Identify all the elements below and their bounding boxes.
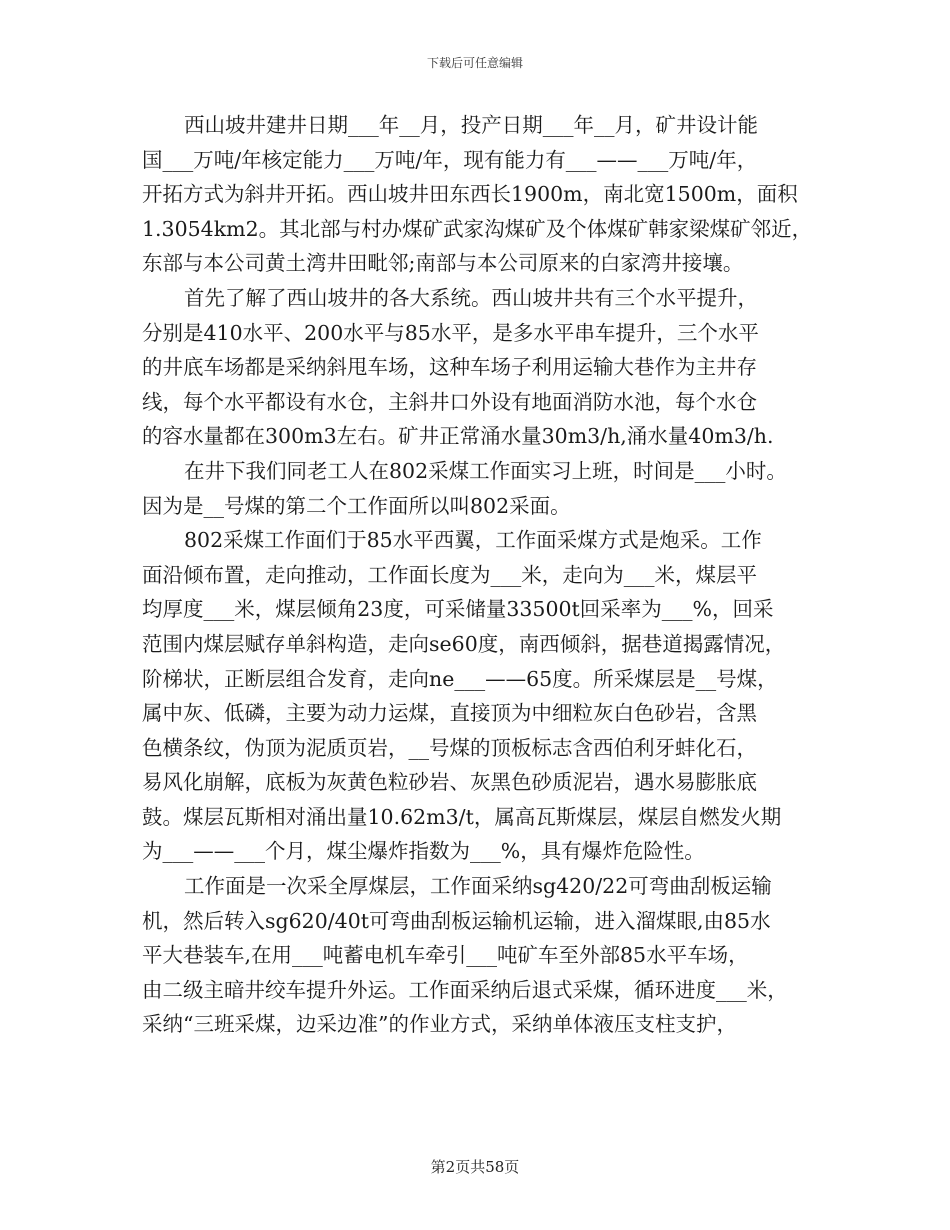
text-line: 平大巷装车,在用___吨蓄电机车牵引___吨矿车至外部85水平车场， [142,943,749,968]
text-line: 由二级主暗井绞车提升外运。工作面采纳后退式采煤，循环进度___米， [142,977,788,1002]
text-line: 色横条纹，伪顶为泥质页岩，__号煤的顶板标志含西伯利牙蚌化石， [142,735,757,760]
text-line: 工作面是一次采全厚煤层，工作面采纳sg420/22可弯曲刮板运输 [184,874,772,899]
text-line: 易风化崩解，底板为灰黄色粒砂岩、灰黑色砂质泥岩，遇水易膨胀底 [142,770,757,795]
text-line: 东部与本公司黄土湾井田毗邻;南部与本公司原来的白家湾井接壤。 [142,251,744,276]
paragraph-2 [142,281,822,454]
page-number: 第2页共58页 [430,1158,520,1176]
text-line: 1.3054km2。其北部与村办煤矿武家沟煤矿及个体煤矿韩家梁煤矿邻近， [142,216,813,241]
text-line: 因为是__号煤的第二个工作面所以叫802采面。 [142,493,571,518]
text-line: 的井底车场都是采纳斜甩车场，这种车场子利用运输大巷作为主井存 [142,355,757,380]
text-line: 的容水量都在300m3左右。矿井正常涌水量30m3/h,涌水量40m3/h. [142,424,774,449]
text-line: 在井下我们同老工人在802采煤工作面实习上班，时间是___小时。 [184,458,787,483]
text-line: 首先了解了西山坡井的各大系统。西山坡井共有三个水平提升， [184,285,758,310]
text-line: 西山坡井建井日期___年__月，投产日期___年__月，矿井设计能 [184,113,758,137]
paragraph-4 [142,523,822,869]
text-line: 阶梯状，正断层组合发育，走向ne___——65度。所采煤层是__号煤， [142,666,778,691]
text-line: 鼓。煤层瓦斯相对涌出量10.62m3/t，属高瓦斯煤层，煤层自燃发火期 [142,804,782,829]
paragraph-5 [142,869,822,1042]
text-line: 国___万吨/年核定能力___万吨/年，现有能力有___——___万吨/年， [142,147,758,172]
paragraph-1 [142,108,822,281]
paragraph-3 [142,454,822,523]
text-line: 范围内煤层赋存单斜构造，走向se60度，南西倾斜，据巷道揭露情况， [142,631,786,656]
text-line: 开拓方式为斜井开拓。西山坡井田东西长1900m，南北宽1500m，面积 [142,182,798,207]
text-line: 为___——___个月，煤尘爆炸指数为___%，具有爆炸危险性。 [142,839,705,864]
text-line: 均厚度___米，煤层倾角23度，可采储量33500t回采率为___%，回采 [142,597,774,622]
text-line: 面沿倾布置，走向推动，工作面长度为___米，走向为___米，煤层平 [142,562,757,587]
document-body [142,108,822,1042]
text-line: 属中灰、低磷，主要为动力运煤，直接顶为中细粒灰白色砂岩，含黑 [142,701,757,726]
text-line: 分别是410水平、200水平与85水平，是多水平串车提升，三个水平 [142,320,759,345]
text-line: 采纳“三班采煤，边采边准”的作业方式，采纳单体液压支柱支护， [142,1012,737,1037]
text-line: 线，每个水平都设有水仓，主斜井口外设有地面消防水池，每个水仓 [142,389,757,414]
text-line: 机，然后转入sg620/40t可弯曲刮板运输机运输，进入溜煤眼,由85水 [142,908,771,933]
text-line: 802采煤工作面们于85水平西翼，工作面采煤方式是炮采。工作 [184,528,762,553]
page-header: 下载后可任意编辑 [426,56,523,70]
